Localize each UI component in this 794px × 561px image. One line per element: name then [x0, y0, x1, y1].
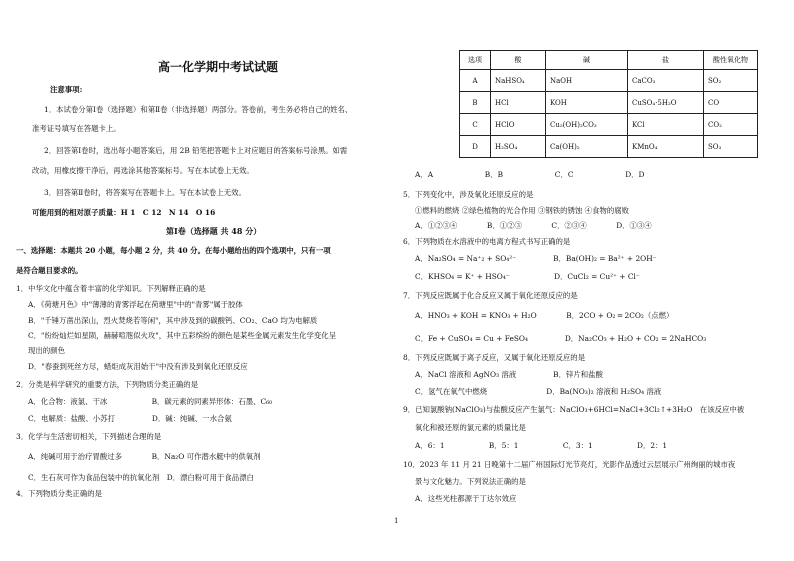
notice-line: 3．回答第Ⅱ卷时，将答案写在答题卡上。写在本试卷上无效。: [44, 188, 246, 197]
question-10: 10．2023 年 11 月 21 日晚第十二届广州国际灯光节亮灯，光影作品透过云层展示广州绚丽的城市夜: [403, 460, 736, 469]
table-cell: NaHSO₄: [491, 70, 546, 92]
notice-line: 改动，用橡皮擦干净后，再选涂其他答案标号。写在本试卷上无效。: [32, 166, 254, 175]
question-8: 8．下列反应既属于离子反应，又属于氧化还原反应的是: [403, 353, 586, 362]
notice-heading: 注意事项:: [50, 85, 83, 94]
exam-title: 高一化学期中考试试题: [158, 60, 279, 74]
question-9: 9．已知氯酸钠(NaClO₃)与盐酸反应产生氯气：NaClO₃+6HCl=NaCl+3Cl₂↑+3H₂O 在该反应中被: [403, 405, 745, 414]
question-3: 3．化学与生活密切相关，下列描述合理的是: [16, 432, 162, 441]
page-number: 1: [394, 517, 399, 525]
table-row: [460, 114, 758, 136]
notice-line: 1．本试卷分第Ⅰ卷（选择题）和第Ⅱ卷（非选择题）两部分。答卷前，考生务必将自己的姓名、: [44, 105, 353, 114]
option-line: A．Na₂SO₄ = Na⁺₂ + SO₄²⁻ B．Ba(OH)₂ = Ba²⁺ + 2OH⁻: [415, 254, 657, 263]
option-line: A．纯碱可用于治疗胃酸过多 B．Na₂O 可作潜水艇中的供氧剂: [28, 452, 261, 461]
table-cell: H₂SO₄: [491, 136, 546, 158]
section-intro: 是符合题目要求的。: [16, 266, 83, 275]
table-cell: A: [460, 70, 491, 92]
table-cell: CO₂: [704, 114, 758, 136]
question-7: 7．下列反应既属于化合反应又属于氧化还原反应的是: [403, 291, 578, 300]
table-row: [460, 136, 758, 158]
table-row: [460, 70, 758, 92]
option-line: A．《荷塘月色》中"薄薄的青雾浮起在荷塘里"中的"青雾"属于胶体: [28, 300, 243, 309]
table-cell: KMnO₄: [628, 136, 704, 158]
option-line: D．"春蚕到死丝方尽，蜡炬成灰泪始干"中没有涉及到氧化还原反应: [28, 362, 248, 371]
option-line: A．HNO₃ + KOH = KNO₃ + H₂O B．2CO + O₂ ═ 2CO₂（点燃）: [415, 311, 674, 320]
table-cell: CO: [704, 92, 758, 114]
option-line: C．"纷纷灿烂如星陨，赫赫喧豗似火攻"，其中五彩缤纷的颜色是某些金属元素发生化学变化呈: [28, 331, 337, 340]
table-cell: Cu₂(OH)₂CO₃: [546, 114, 628, 136]
option-line: A．化合物：液氯、干冰 B．碳元素的同素异形体：石墨、C₆₀: [28, 397, 273, 406]
table-cell: KOH: [546, 92, 628, 114]
atomic-mass-line: 可能用到的相对原子质量：H 1 C 12 N 14 O 16: [32, 208, 216, 217]
table-header-cell: 碱: [546, 51, 628, 70]
table-cell: KCl: [628, 114, 704, 136]
notice-line: 准考证号填写在答题卡上。: [32, 124, 121, 133]
table-cell: NaOH: [546, 70, 628, 92]
table-cell: HClO: [491, 114, 546, 136]
section-title: 第Ⅰ卷（选择题 共 48 分）: [166, 226, 262, 236]
option-line: A．6：1 B．5：1 C．3：1 D．2：1: [415, 441, 668, 450]
table-cell: Ca(OH)₂: [546, 136, 628, 158]
table-cell: C: [460, 114, 491, 136]
option-line: C．生石灰可作为食品包装中的抗氧化剂 D．漂白粉可用于食品漂白: [28, 473, 254, 482]
option-line: A．①②③④ B．①②③ C．②③④ D．①③④: [415, 221, 652, 230]
option-line: A．这些光柱都源于丁达尔效应: [415, 494, 517, 503]
question-4: 4．下列物质分类正确的是: [16, 489, 103, 498]
table-header-cell: 酸: [491, 51, 546, 70]
option-line: A．A B．B C．C D．D: [415, 170, 645, 179]
question-1: 1．中华文化中蕴含着丰富的化学知识。下列解释正确的是: [16, 284, 206, 293]
option-line: 景与文化魅力。下列说法正确的是: [415, 477, 526, 486]
notice-line: 2．回答第Ⅰ卷时，选出每小题答案后，用 2B 铅笔把答题卡上对应题目的答案标号涂黑。如需: [44, 146, 348, 155]
table-header-cell: 盐: [628, 51, 704, 70]
table-cell: CuSO₄·5H₂O: [628, 92, 704, 114]
table-cell: D: [460, 136, 491, 158]
option-line: A．NaCl 溶液和 AgNO₃ 溶液 B．锌片和盐酸: [415, 370, 603, 379]
question-6: 6．下列物质在水溶液中的电离方程式书写正确的是: [403, 237, 571, 246]
table-cell: B: [460, 92, 491, 114]
question-5: 5．下列变化中，涉及氧化还原反应的是: [403, 190, 534, 199]
option-line: 现出的颜色: [28, 346, 65, 355]
option-line: 氧化和被还原的氯元素的质量比是: [415, 423, 526, 432]
section-intro: 一、选择题：本题共 20 小题，每小题 2 分，共 40 分。在每小题给出的四个选项中，只有一项: [16, 246, 331, 255]
table-header-row: [460, 51, 758, 70]
table-cell: SO₃: [704, 136, 758, 158]
option-line: C．电解质：盐酸、小苏打 D．碱：纯碱、一水合氨: [28, 414, 232, 423]
table-row: [460, 92, 758, 114]
option-line: C．KHSO₄ = K⁺ + HSO₄⁻ D．CuCl₂ = Cu²⁺ + Cl⁻: [415, 272, 640, 281]
table-header-cell: 酸性氧化物: [704, 51, 758, 70]
option-line: C．氢气在氧气中燃烧 D．Ba(NO₃)₂ 溶液和 H₂SO₄ 溶液: [415, 387, 662, 396]
option-line: ①燃料的燃烧 ②绿色植物的光合作用 ③钢铁的锈蚀 ④食物的腐败: [415, 206, 629, 215]
classification-table: [459, 50, 758, 158]
table-cell: HCl: [491, 92, 546, 114]
question-2: 2．分类是科学研究的重要方法，下列物质分类正确的是: [16, 380, 199, 389]
table-cell: CaCO₃: [628, 70, 704, 92]
table-cell: SO₂: [704, 70, 758, 92]
option-line: C．Fe + CuSO₄ = Cu + FeSO₄ D．Na₂CO₃ + H₂O + CO₂ = 2NaHCO₃: [415, 334, 707, 343]
table-header-cell: 选项: [460, 51, 491, 70]
option-line: B．"千锤万凿出深山，烈火焚烧若等闲"，其中涉及到的碳酸钙、CO₂、CaO 均为电解质: [28, 316, 318, 325]
